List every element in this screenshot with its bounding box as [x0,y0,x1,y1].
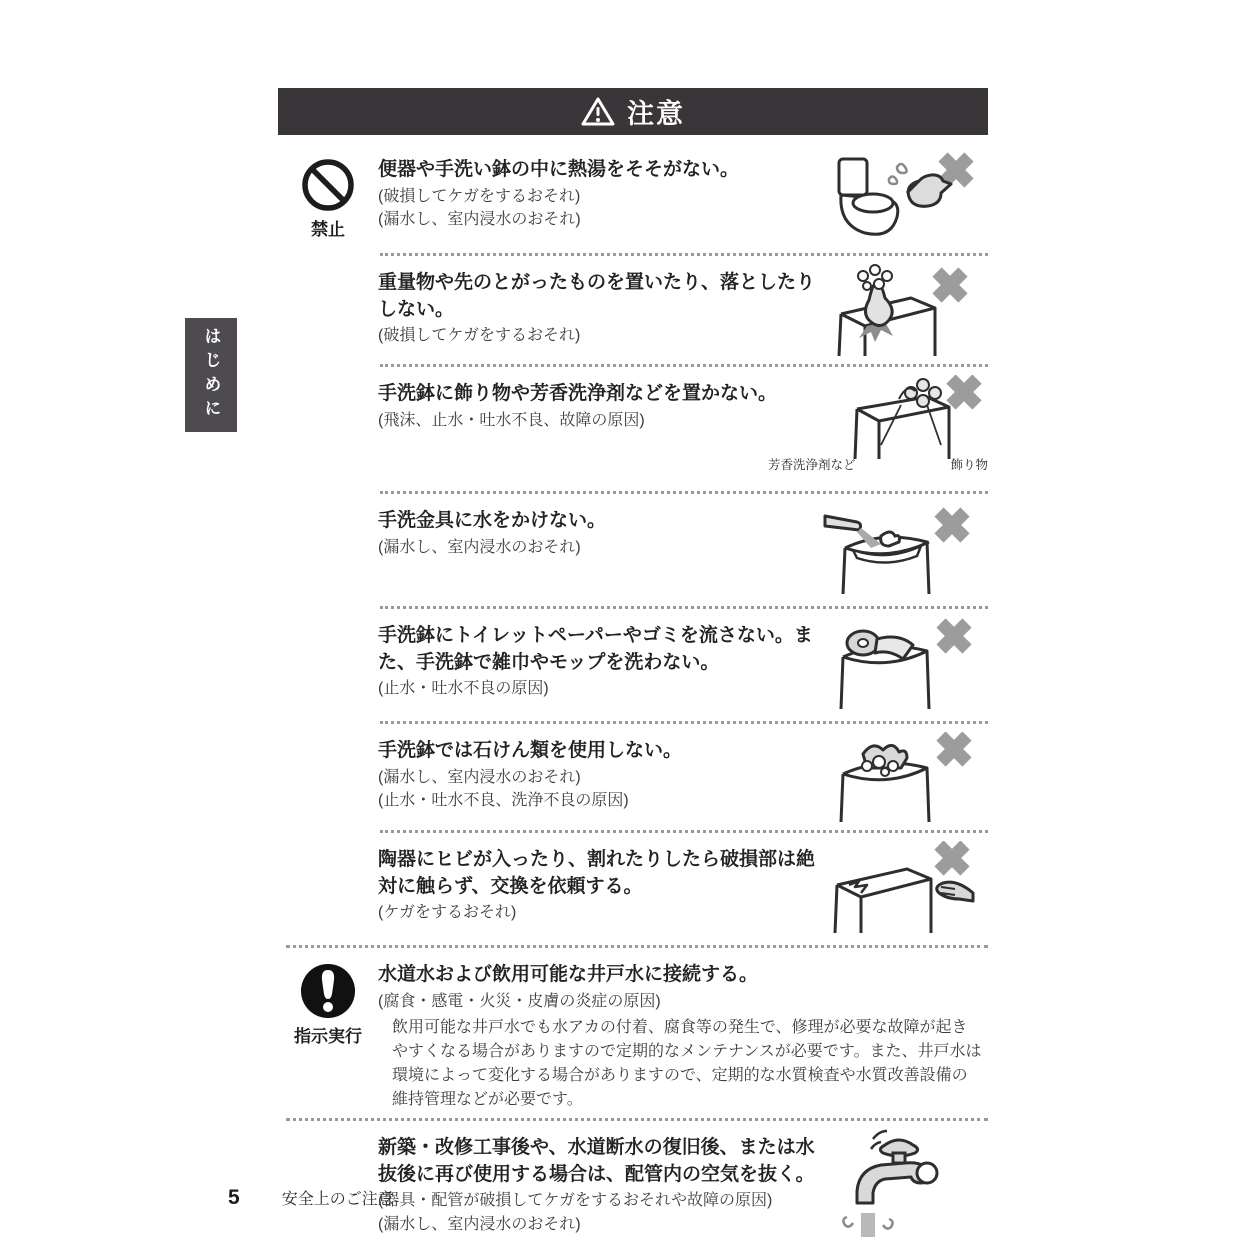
caution-item-toilet-paper [278,615,988,715]
caution-item-water-supply [278,954,988,1112]
caution-item-hot-water [278,149,988,247]
label-air-freshener: 芳香洗浄剤など [768,458,856,472]
cracked-tank-illustration [823,841,983,937]
item-note: (漏水し、室内浸水のおそれ) [378,1215,581,1233]
illustration-labels [768,455,988,473]
caution-item-ornaments [278,373,988,485]
item-note: (破損してケガをするおそれ) [378,327,581,345]
footer-section-title: 安全上のご注意 [281,1191,394,1208]
dotted-separator [380,830,988,833]
warning-triangle-icon [581,97,615,127]
mandatory-icon-block [278,954,378,1047]
item-note: (漏水し、室内浸水のおそれ) [378,211,581,229]
label-ornament: 飾り物 [950,458,988,472]
chapter-tab-label: はじめに [201,327,221,423]
caution-header [278,88,988,135]
dotted-separator-full [286,1118,988,1121]
prohibition-icon [300,157,356,213]
caution-item-heavy-objects [278,262,988,358]
caution-item-soap [278,730,988,824]
mandatory-icon-label: 指示実行 [294,1027,362,1046]
caution-section [278,88,988,1247]
item-title: 陶器にヒビが入ったり、割れたりしたら破損部は絶対に触らず、交換を依頼する。 [378,849,816,897]
item-note: (ケガをするおそれ) [378,904,517,922]
item-title: 手洗鉢では石けん類を使用しない。 [378,740,683,761]
dotted-separator [380,721,988,724]
toilet-paper-in-basin-illustration [823,617,983,713]
item-note: (漏水し、室内浸水のおそれ) [378,768,581,786]
caution-header-label: 注意 [627,99,685,129]
item-title: 便器や手洗い鉢の中に熱湯をそそがない。 [378,159,740,180]
dotted-separator [380,364,988,367]
page-footer [228,1186,394,1210]
item-title: 手洗鉢にトイレットペーパーやゴミを流さない。また、手洗鉢で雑巾やモップを洗わない。 [378,625,813,673]
dotted-separator [380,491,988,494]
item-note: (破損してケガをするおそれ) [378,187,581,205]
caution-item-water-on-fitting [278,500,988,600]
dotted-separator [380,606,988,609]
item-note: (腐食・感電・火災・皮膚の炎症の原因) [378,992,661,1010]
dotted-separator [380,253,988,256]
prohibition-icon-label: 禁止 [311,220,345,239]
dotted-separator-full [286,945,988,948]
item-note: (飛沫、止水・吐水不良、故障の原因) [378,411,645,429]
item-title: 手洗金具に水をかけない。 [378,510,607,531]
item-note: (漏水し、室内浸水のおそれ) [378,538,581,556]
item-paragraph: 飲用可能な井戸水でも水アカの付着、腐食等の発生で、修理が必要な故障が起きやすくなる場合がありますので定期的なメンテナンスが必要です。また、井戸水は環境によって変化する場合がありますので、定期的な水質検査や水質改善設備の維持管理などが必要です。 [392,1019,982,1109]
soap-in-basin-illustration [823,732,983,824]
caution-item-cracked-ceramic [278,839,988,939]
water-on-faucet-illustration [823,502,983,598]
vase-on-tank-illustration [823,264,983,358]
chapter-tab-hajimeni [185,318,237,432]
running-faucet-illustration [823,1129,963,1239]
item-title: 新築・改修工事後や、水道断水の復旧後、または水抜後に再び使用する場合は、配管内の空気を抜く。 [378,1137,815,1185]
page-number: 5 [228,1186,240,1209]
item-note: (止水・吐水不良の原因) [378,680,549,698]
item-title: 重量物や先のとがったものを置いたり、落としたりしない。 [378,272,816,320]
toilet-hot-water-illustration [823,151,983,247]
prohibition-icon-block [278,149,378,240]
item-note: (器具・配管が破損してケガをするおそれや故障の原因) [378,1192,773,1210]
item-note: (止水・吐水不良、洗浄不良の原因) [378,792,629,810]
item-title: 水道水および飲用可能な井戸水に接続する。 [378,964,759,985]
mandatory-action-icon [299,962,357,1020]
ornaments-on-tank-illustration [823,375,983,461]
item-title: 手洗鉢に飾り物や芳香洗浄剤などを置かない。 [378,383,778,404]
